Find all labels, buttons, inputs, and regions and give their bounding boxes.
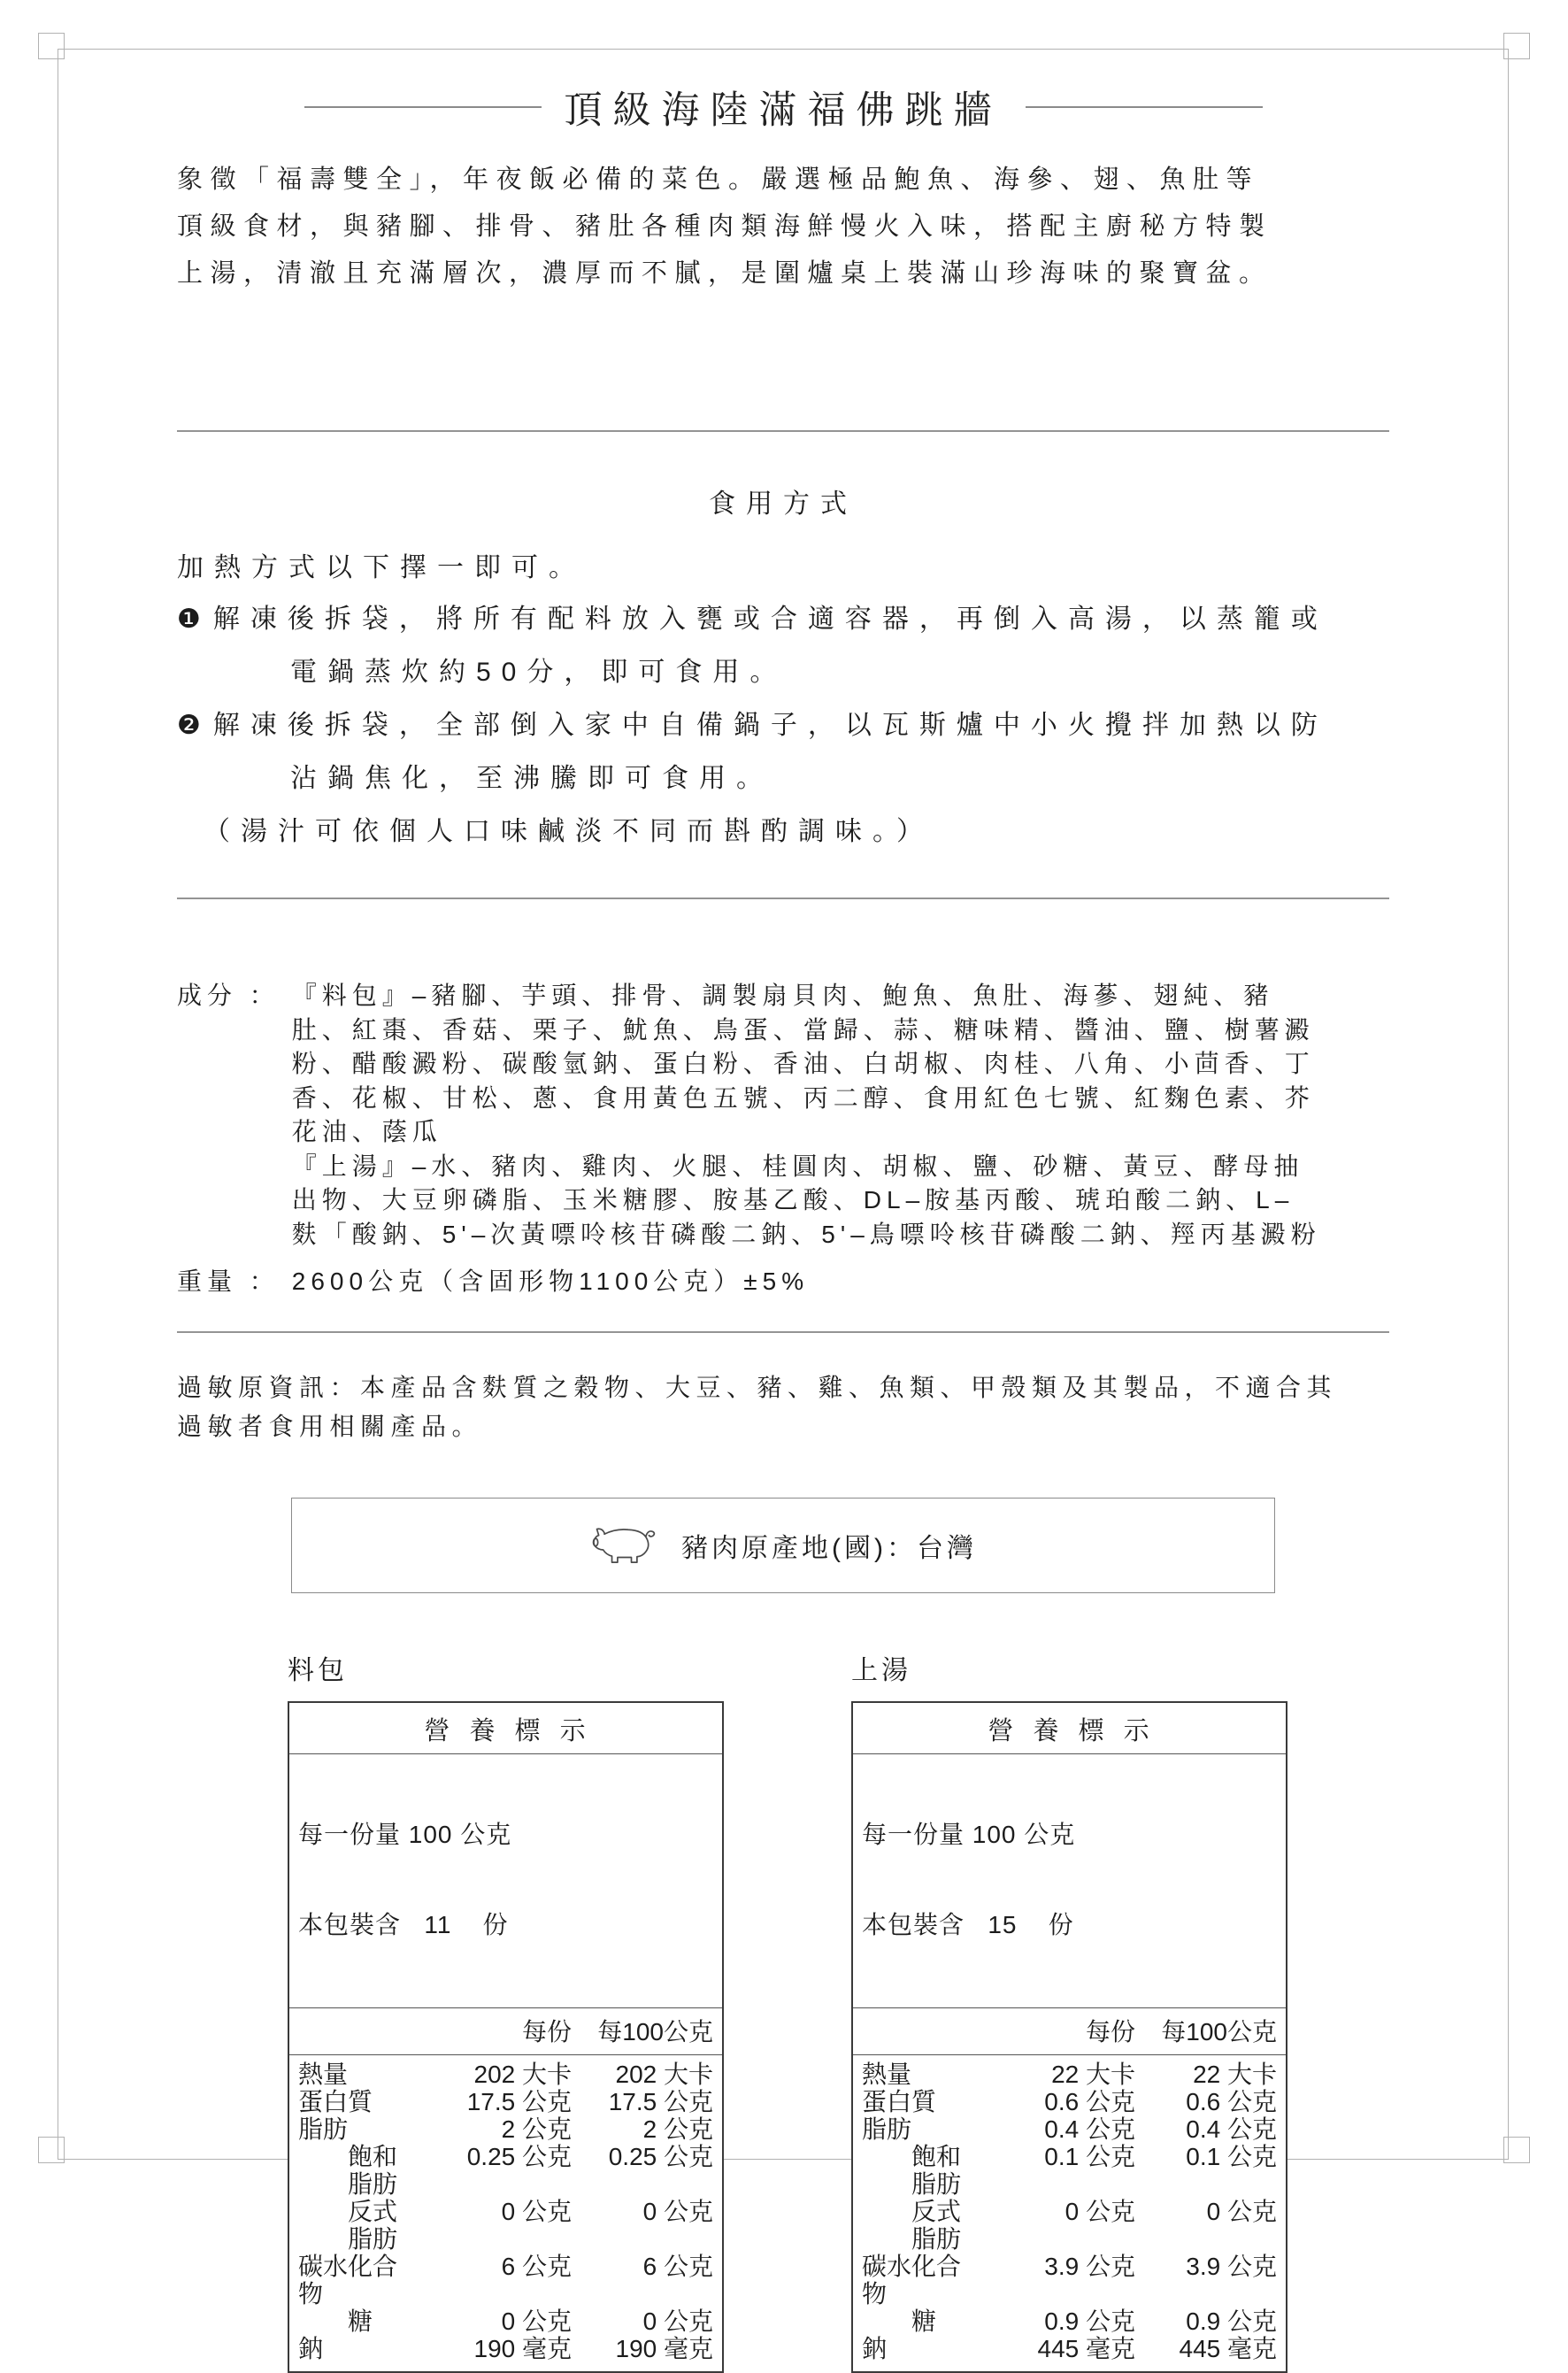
table-row: 糖 0.9 公克 0.9 公克 bbox=[911, 2308, 1277, 2335]
section-divider bbox=[177, 1331, 1389, 1333]
col-header-per-serving: 每份 bbox=[1085, 2018, 1135, 2046]
nutrition-table bbox=[851, 1701, 1287, 2373]
usage-step bbox=[177, 593, 1389, 699]
nutrition-section bbox=[288, 1648, 1389, 2373]
table-row: 碳水化合物 3.9 公克 3.9 公克 bbox=[862, 2253, 1277, 2308]
title-row bbox=[177, 81, 1389, 134]
allergen-line: 過敏者食用相關產品。 bbox=[177, 1413, 483, 1440]
servings-per-pack: 本包裝含 15 份 bbox=[862, 1911, 1074, 1938]
nutrition-rows bbox=[289, 2055, 722, 2371]
intro-line: 上湯，清澈且充滿層次，濃厚而不膩，是圍爐桌上裝滿山珍海味的聚寶盆。 bbox=[177, 259, 1272, 288]
step-text: 電鍋蒸炊約50分，即可食用。 bbox=[290, 658, 788, 687]
intro-line: 頂級食材，與豬腳、排骨、豬肚各種肉類海鮮慢火入味，搭配主廚秘方特製 bbox=[177, 212, 1272, 241]
table-row: 蛋白質 0.6 公克 0.6 公克 bbox=[862, 2088, 1277, 2115]
nutrition-column-shangtang bbox=[851, 1648, 1287, 2373]
col-header-per-100g: 每100公克 bbox=[1161, 2018, 1277, 2046]
step-number-icon: ❶ bbox=[177, 605, 211, 634]
table-row: 飽和脂肪 0.1 公克 0.1 公克 bbox=[911, 2143, 1277, 2198]
table-row: 脂肪 0.4 公克 0.4 公克 bbox=[862, 2115, 1277, 2143]
table-row: 脂肪 2 公克 2 公克 bbox=[298, 2115, 713, 2143]
nutrition-table bbox=[288, 1701, 724, 2373]
servings-per-pack: 本包裝含 11 份 bbox=[298, 1911, 509, 1938]
usage-lead: 加熱方式以下擇一即可。 bbox=[177, 553, 586, 582]
column-headers bbox=[289, 2008, 722, 2055]
intro-paragraph bbox=[177, 157, 1389, 297]
pork-origin-box bbox=[291, 1498, 1275, 1593]
title-rule-left bbox=[304, 106, 542, 108]
ingredients-line: 花油、蔭瓜 bbox=[291, 1118, 442, 1145]
usage-note: （湯汁可依個人口味鹹淡不同而斟酌調味。） bbox=[204, 817, 934, 846]
serving-size: 每一份量 100 公克 bbox=[862, 1821, 1076, 1848]
table-row: 鈉 445 毫克 445 毫克 bbox=[862, 2335, 1277, 2362]
ingredients-line: 『料包』–豬腳、芋頭、排骨、調製扇貝肉、鮑魚、魚肚、海蔘、翅純、豬 bbox=[291, 982, 1274, 1009]
title-rule-right bbox=[1026, 106, 1263, 108]
serving-info bbox=[853, 1754, 1286, 2008]
step-text: 解凍後拆袋，全部倒入家中自備鍋子，以瓦斯爐中小火攪拌加熱以防 bbox=[212, 711, 1328, 740]
table-row: 飽和脂肪 0.25 公克 0.25 公克 bbox=[348, 2143, 713, 2198]
nutrition-table-title: 營 養 標 示 bbox=[289, 1703, 722, 1754]
nutrition-product-label: 料包 bbox=[288, 1656, 348, 1685]
step-text: 解凍後拆袋，將所有配料放入甕或合適容器，再倒入高湯，以蒸籠或 bbox=[212, 605, 1328, 634]
nutrition-product-label: 上湯 bbox=[851, 1656, 911, 1685]
page-title: 頂級海陸滿福佛跳牆 bbox=[564, 89, 1003, 132]
ingredients-row bbox=[177, 979, 1389, 1252]
usage-heading: 食用方式 bbox=[709, 489, 857, 519]
usage-step bbox=[177, 699, 1389, 805]
page-content bbox=[58, 49, 1509, 2362]
weight-value: 2600公克（含固形物1100公克）±5% bbox=[291, 1267, 810, 1295]
ingredients-line: 出物、大豆卵磷脂、玉米糖膠、胺基乙酸、DL–胺基丙酸、琥珀酸二鈉、L– bbox=[291, 1186, 1295, 1213]
col-header-per-serving: 每份 bbox=[521, 2018, 572, 2046]
ingredients-line: 粉、醋酸澱粉、碳酸氫鈉、蛋白粉、香油、白胡椒、肉桂、八角、小茴香、丁 bbox=[291, 1050, 1315, 1077]
table-row: 反式脂肪 0 公克 0 公克 bbox=[911, 2198, 1277, 2253]
serving-info bbox=[289, 1754, 722, 2008]
table-row: 碳水化合物 6 公克 6 公克 bbox=[298, 2253, 713, 2308]
section-divider bbox=[177, 430, 1389, 432]
column-headers bbox=[853, 2008, 1286, 2055]
intro-line: 象徵「福壽雙全」，年夜飯必備的菜色。嚴選極品鮑魚、海參、翅、魚肚等 bbox=[177, 166, 1260, 194]
weight-row bbox=[177, 1264, 1389, 1299]
nutrition-rows bbox=[853, 2055, 1286, 2371]
allergen-info bbox=[177, 1368, 1389, 1446]
nutrition-table-title: 營 養 標 示 bbox=[853, 1703, 1286, 1754]
ingredients-line: 『上湯』–水、豬肉、雞肉、火腿、桂圓肉、胡椒、鹽、砂糖、黃豆、酵母抽 bbox=[291, 1152, 1304, 1180]
section-divider bbox=[177, 898, 1389, 899]
ingredients-text bbox=[292, 979, 1389, 1252]
serving-size: 每一份量 100 公克 bbox=[298, 1821, 512, 1848]
nutrition-column-liaobao bbox=[288, 1648, 724, 2373]
ingredients-label: 成分 ： bbox=[177, 982, 280, 1009]
table-row: 蛋白質 17.5 公克 17.5 公克 bbox=[298, 2088, 713, 2115]
step-text: 沾鍋焦化，至沸騰即可食用。 bbox=[290, 764, 773, 793]
pig-icon bbox=[589, 1521, 658, 1570]
usage-steps bbox=[177, 593, 1389, 859]
step-number-icon: ❷ bbox=[177, 711, 211, 740]
allergen-line: 過敏原資訊：本產品含麩質之穀物、大豆、豬、雞、魚類、甲殼類及其製品，不適合其 bbox=[177, 1374, 1338, 1401]
pork-origin-text: 豬肉原產地(國)：台灣 bbox=[681, 1534, 977, 1563]
table-row: 鈉 190 毫克 190 毫克 bbox=[298, 2335, 713, 2362]
table-row: 反式脂肪 0 公克 0 公克 bbox=[348, 2198, 713, 2253]
table-row: 熱量 22 大卡 22 大卡 bbox=[862, 2061, 1277, 2088]
ingredients-line: 麩「酸鈉、5'–次黃嘌呤核苷磷酸二鈉、5'–鳥嘌呤核苷磷酸二鈉、羥丙基澱粉 bbox=[291, 1220, 1321, 1248]
weight-label: 重量 ： bbox=[177, 1267, 280, 1295]
ingredients-line: 肚、紅棗、香菇、栗子、魷魚、鳥蛋、當歸、蒜、糖味精、醬油、鹽、樹薯澱 bbox=[291, 1015, 1315, 1044]
col-header-per-100g: 每100公克 bbox=[597, 2018, 713, 2046]
table-row: 熱量 202 大卡 202 大卡 bbox=[298, 2061, 713, 2088]
table-row: 糖 0 公克 0 公克 bbox=[348, 2308, 713, 2335]
ingredients-line: 香、花椒、甘松、蔥、食用黃色五號、丙二醇、食用紅色七號、紅麴色素、芥 bbox=[291, 1083, 1315, 1112]
